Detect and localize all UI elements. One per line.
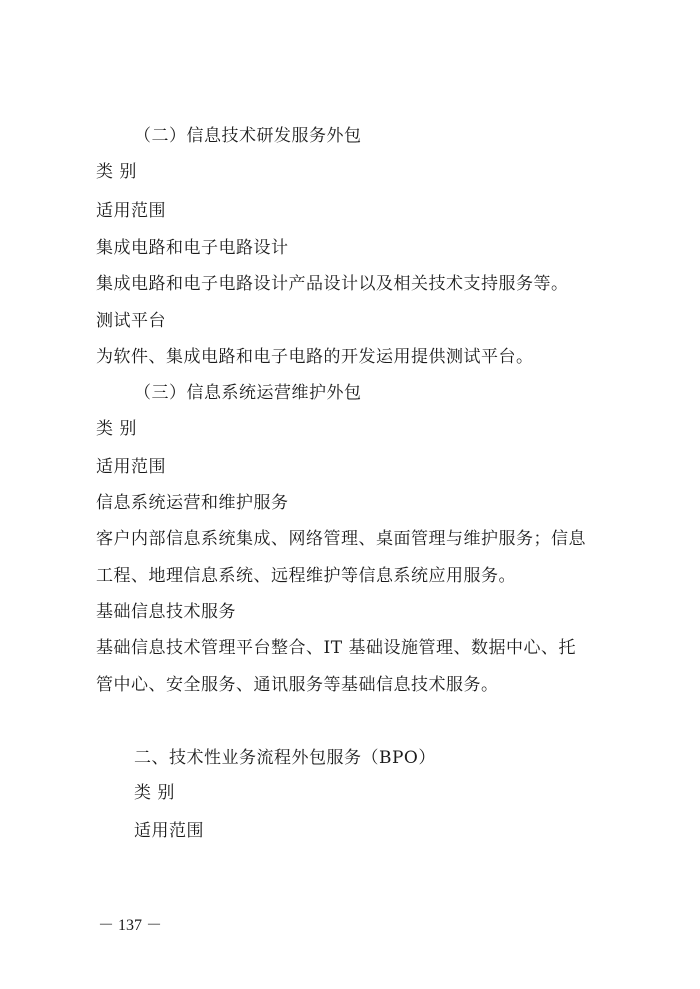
- scope-label: 适用范围: [96, 457, 166, 477]
- category-label: 类 别: [134, 783, 175, 803]
- item-description: 为软件、集成电路和电子电路的开发运用提供测试平台。: [96, 347, 534, 367]
- page-number: － 137 －: [98, 917, 163, 934]
- scope-label: 适用范围: [96, 201, 166, 221]
- item-description: 集成电路和电子电路设计产品设计以及相关技术支持服务等。: [96, 274, 569, 294]
- section-heading-it-rd: （二）信息技术研发服务外包: [134, 126, 362, 146]
- category-label: 类 别: [96, 419, 137, 439]
- item-description-line: 工程、地理信息系统、远程维护等信息系统应用服务。: [96, 566, 516, 586]
- item-name: 信息系统运营和维护服务: [96, 493, 289, 513]
- item-description-line: 基础信息技术管理平台整合、IT 基础设施管理、数据中心、托: [96, 638, 576, 658]
- item-name: 测试平台: [96, 311, 166, 331]
- section-heading-bpo: 二、技术性业务流程外包服务（BPO）: [134, 748, 436, 768]
- item-name: 基础信息技术服务: [96, 602, 236, 622]
- section-heading-it-ops: （三）信息系统运营维护外包: [134, 383, 362, 403]
- item-description-line: 管中心、安全服务、通讯服务等基础信息技术服务。: [96, 675, 499, 695]
- scope-label: 适用范围: [134, 821, 204, 841]
- category-label: 类 别: [96, 162, 137, 182]
- item-description-line: 客户内部信息系统集成、网络管理、桌面管理与维护服务；信息: [96, 529, 586, 549]
- item-name: 集成电路和电子电路设计: [96, 238, 289, 258]
